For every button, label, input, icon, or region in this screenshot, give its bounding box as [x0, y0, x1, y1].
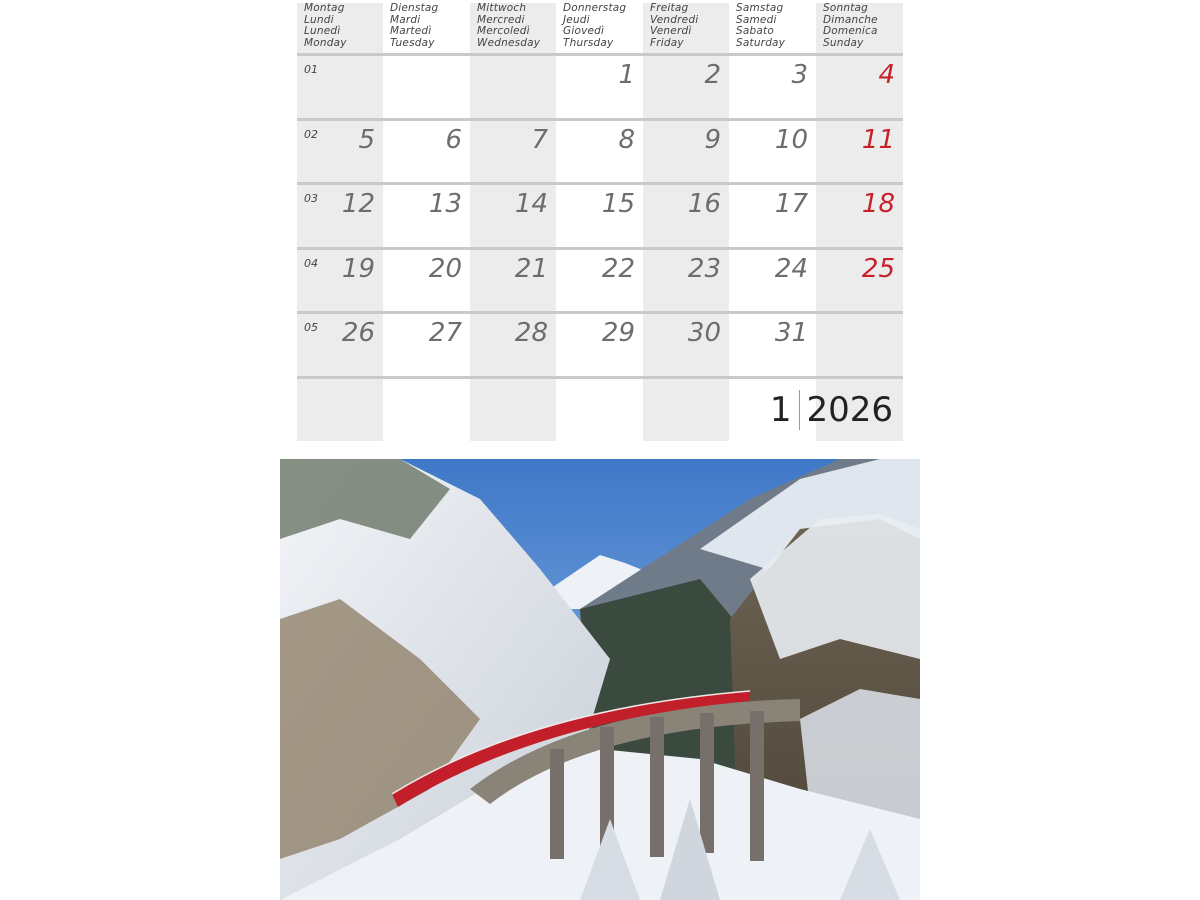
day-number-friday: 2 [704, 60, 721, 90]
weekday-header-thursday [556, 3, 643, 53]
weekday-label-de: Samstag [736, 2, 784, 14]
weekday-label-fr: Lundi [304, 13, 334, 26]
weekday-label-en: Tuesday [390, 36, 435, 49]
weekday-label-en: Thursday [563, 36, 614, 49]
day-number-thursday: 22 [601, 254, 635, 284]
weekday-label-it: Venerdì [650, 25, 692, 38]
day-number-sunday: 11 [861, 125, 895, 155]
photo-illustration [280, 459, 920, 900]
weekday-label-en: Monday [304, 36, 347, 49]
weekday-header-monday [297, 3, 383, 53]
weekday-label-it: Domenica [823, 25, 878, 38]
day-number-friday: 16 [687, 189, 721, 219]
row-divider [297, 182, 903, 185]
row-divider [297, 118, 903, 121]
weekday-label-de: Mittwoch [477, 2, 527, 14]
row-divider [297, 311, 903, 314]
weekday-label-de: Dienstag [390, 2, 439, 14]
day-number-wednesday: 28 [514, 318, 548, 348]
month-year-separator [799, 390, 800, 430]
weekday-label-de: Montag [304, 2, 345, 14]
month-calendar-grid [297, 3, 903, 441]
month-year-label [770, 390, 893, 430]
weekday-label-fr: Mardi [390, 13, 421, 26]
weekday-label-it: Martedì [390, 25, 432, 38]
day-number-sunday: 18 [861, 189, 895, 219]
week-number: 01 [304, 63, 318, 76]
row-divider [297, 376, 903, 379]
weekday-label-it: Mercoledì [477, 25, 530, 38]
weekday-header-friday [643, 3, 729, 53]
day-number-thursday: 1 [618, 60, 635, 90]
winter-viaduct-train-photo [280, 459, 920, 900]
weekday-label-de: Freitag [650, 2, 689, 14]
weekday-label-it: Sabato [736, 25, 774, 38]
week-number: 02 [304, 128, 318, 141]
day-number-wednesday: 7 [531, 125, 548, 155]
day-number-saturday: 17 [774, 189, 808, 219]
day-number-sunday: 25 [861, 254, 895, 284]
weekday-label-fr: Vendredi [650, 13, 699, 26]
weekday-label-en: Sunday [823, 36, 864, 49]
day-number-saturday: 3 [791, 60, 808, 90]
day-number-thursday: 15 [601, 189, 635, 219]
day-number-monday: 19 [341, 254, 375, 284]
weekday-label-fr: Samedi [736, 13, 777, 26]
day-number-tuesday: 27 [428, 318, 462, 348]
weekday-label-it: Giovedì [563, 25, 605, 38]
day-number-tuesday: 13 [428, 189, 462, 219]
weekday-label-fr: Jeudi [563, 13, 590, 26]
day-number-monday: 12 [341, 189, 375, 219]
weekday-label-en: Wednesday [477, 36, 541, 49]
month-number: 1 [769, 390, 792, 430]
day-number-monday: 5 [358, 125, 375, 155]
year-number: 2026 [806, 390, 893, 430]
weekday-label-fr: Mercredi [477, 13, 525, 26]
weekday-header-sunday [816, 3, 903, 53]
day-number-friday: 9 [704, 125, 721, 155]
weekday-label-it: Lunedì [304, 25, 341, 38]
day-number-thursday: 29 [601, 318, 635, 348]
weekday-label-de: Donnerstag [563, 2, 627, 14]
day-number-monday: 26 [341, 318, 375, 348]
week-number: 04 [304, 257, 318, 270]
day-number-friday: 23 [687, 254, 721, 284]
day-number-saturday: 31 [774, 318, 808, 348]
weekday-label-de: Sonntag [823, 2, 869, 14]
weekday-header-tuesday [383, 3, 470, 53]
day-number-tuesday: 20 [428, 254, 462, 284]
weekday-label-fr: Dimanche [823, 13, 878, 26]
weekday-label-en: Saturday [736, 36, 786, 49]
weekday-header-wednesday [470, 3, 556, 53]
day-number-wednesday: 21 [514, 254, 548, 284]
weekday-label-en: Friday [650, 36, 684, 49]
week-number: 05 [304, 321, 318, 334]
week-number: 03 [304, 192, 318, 205]
day-number-tuesday: 6 [445, 125, 462, 155]
day-number-saturday: 10 [774, 125, 808, 155]
row-divider [297, 247, 903, 250]
row-divider [297, 53, 903, 56]
day-number-wednesday: 14 [514, 189, 548, 219]
day-number-friday: 30 [687, 318, 721, 348]
day-number-saturday: 24 [774, 254, 808, 284]
day-number-thursday: 8 [618, 125, 635, 155]
weekday-header-saturday [729, 3, 816, 53]
day-number-sunday: 4 [878, 60, 895, 90]
